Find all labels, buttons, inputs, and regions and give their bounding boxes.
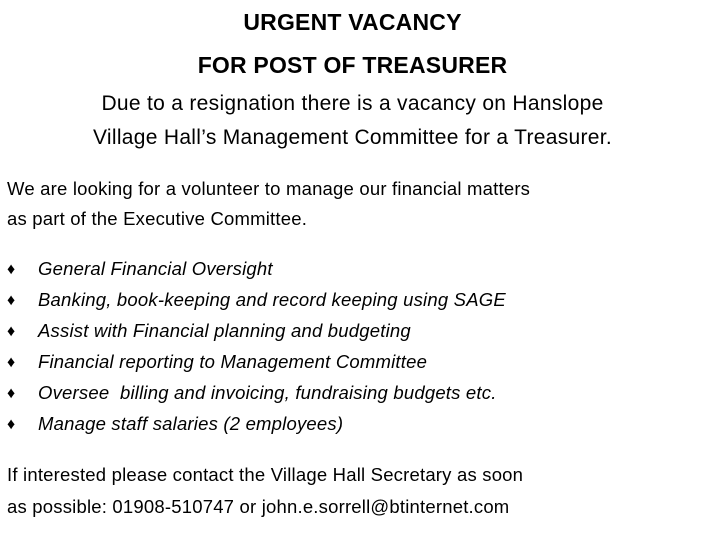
duty-text: Banking, book-keeping and record keeping using SAGE xyxy=(38,289,506,310)
description-line-1: We are looking for a volunteer to manage our financial matters xyxy=(7,178,531,199)
duty-item xyxy=(0,289,705,320)
duty-item xyxy=(0,351,705,382)
duty-text: Assist with Financial planning and budgeting xyxy=(38,320,411,341)
duty-item xyxy=(0,382,705,413)
notice-title-line-2: FOR POST OF TREASURER xyxy=(197,52,508,78)
duty-text: Oversee billing and invoicing, fundraising budgets etc. xyxy=(38,382,497,403)
duty-text: Manage staff salaries (2 employees) xyxy=(38,413,344,434)
contact-line-1: If interested please contact the Village Hall Secretary as soon xyxy=(7,464,524,485)
diamond-bullet-icon: ♦ xyxy=(7,416,16,433)
intro-line-2: Village Hall’s Management Committee for a Treasurer. xyxy=(92,126,613,149)
duty-item xyxy=(0,413,705,444)
diamond-bullet-icon: ♦ xyxy=(7,385,16,402)
intro-line-1: Due to a resignation there is a vacancy on Hanslope xyxy=(101,92,604,115)
duty-text: General Financial Oversight xyxy=(38,258,273,279)
diamond-bullet-icon: ♦ xyxy=(7,323,16,340)
diamond-bullet-icon: ♦ xyxy=(7,261,16,278)
diamond-bullet-icon: ♦ xyxy=(7,292,16,309)
duties-list xyxy=(0,258,705,444)
duty-item xyxy=(0,320,705,351)
duty-text: Financial reporting to Management Committee xyxy=(38,351,428,372)
contact-line-2: as possible: 01908-510747 or john.e.sorrell@btinternet.com xyxy=(7,496,510,517)
diamond-bullet-icon: ♦ xyxy=(7,354,16,371)
description-line-2: as part of the Executive Committee. xyxy=(7,208,308,229)
duty-item xyxy=(0,258,705,289)
notice-title-line-1: URGENT VACANCY xyxy=(243,9,462,35)
